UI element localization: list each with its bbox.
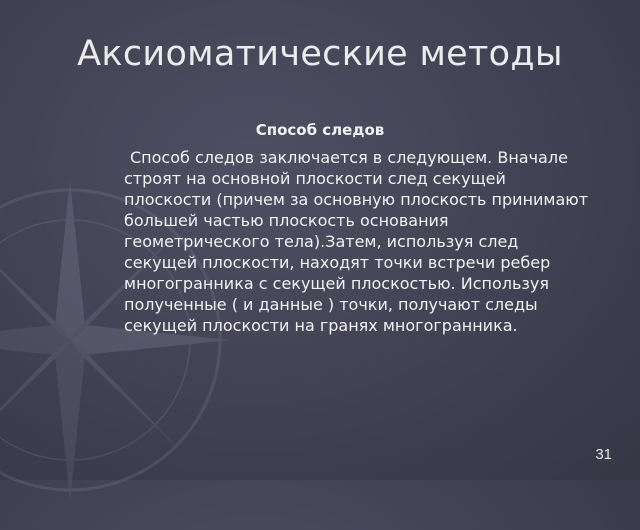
body-paragraph: Способ следов заключается в следующем. Вначале строят на основной плоскости след секущей плоскости (причем за основную плоскость принимают большей частью плоскость основания геометрического тела).Затем, используя след секущей плоскости, находят точки встречи ребер многогранника с секущей плоскостью. Используя полученные ( и данные ) точки, получают следы секущей плоскости на гранях многогранника. bbox=[124, 148, 589, 335]
slide-title: Аксиоматические методы bbox=[77, 34, 563, 74]
slide-number: 31 bbox=[595, 446, 612, 463]
section-heading: Способ следов bbox=[255, 121, 385, 139]
